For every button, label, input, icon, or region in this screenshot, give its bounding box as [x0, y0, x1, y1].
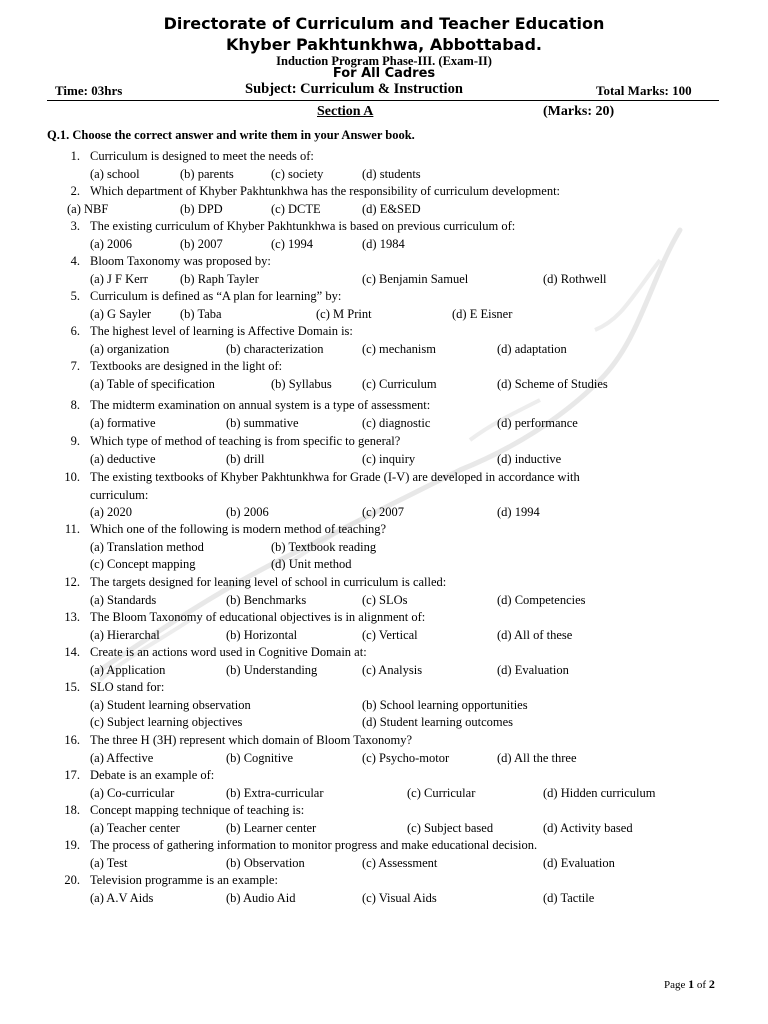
answer-option: (b) DPD: [180, 201, 223, 216]
question-text: Create is an actions word used in Cognitive Domain at:: [90, 645, 367, 659]
section-marks: (Marks: 20): [543, 104, 615, 119]
answer-option: (c) 1994: [271, 236, 313, 251]
time-label: Time: 03hrs: [55, 83, 123, 98]
question-text: The midterm examination on annual system is a type of assessment:: [90, 398, 431, 412]
question-text: SLO stand for:: [90, 680, 165, 694]
answer-option: (d) E&SED: [362, 201, 421, 216]
answer-option: (b) 2006: [226, 505, 269, 519]
answer-option: (a) Hierarchal: [90, 627, 160, 642]
answer-option: (b) Syllabus: [271, 376, 332, 391]
question-instruction: Q.1. Choose the correct answer and write them in your Answer book.: [47, 128, 415, 142]
question-number: 4.: [70, 254, 80, 268]
answer-option: (a) 2006: [90, 236, 132, 251]
answer-option: (d) adaptation: [497, 341, 567, 356]
answer-option: (b) Horizontal: [226, 627, 298, 642]
answer-option: (a) G Sayler: [90, 306, 152, 321]
question-text: The three H (3H) represent which domain of Bloom Taxonomy?: [90, 733, 413, 747]
answer-option: (b) Understanding: [226, 662, 318, 677]
question-text: Textbooks are designed in the light of:: [90, 359, 283, 373]
answer-option: (a) A.V Aids: [90, 890, 154, 905]
answer-option: (d) 1994: [497, 505, 540, 519]
question-number: 15.: [64, 680, 80, 694]
answer-option: (c) society: [271, 166, 324, 181]
answer-option: (a) Standards: [90, 592, 157, 607]
question-text: The existing textbooks of Khyber Pakhtunkhwa for Grade (I-V) are developed in accordance with: [90, 470, 580, 484]
answer-option: (d) Hidden curriculum: [543, 785, 656, 800]
answer-option: (b) Taba: [180, 306, 222, 321]
answer-option: (a) Student learning observation: [90, 697, 251, 712]
page-of: of: [694, 979, 709, 991]
question-number: 13.: [64, 610, 80, 624]
question-text: The Bloom Taxonomy of educational objectives is in alignment of:: [90, 610, 426, 624]
question-number: 3.: [70, 219, 80, 233]
question-number: 12.: [64, 575, 80, 589]
answer-option: (b) Raph Tayler: [180, 271, 259, 286]
answer-option: (d) students: [362, 166, 421, 181]
total-marks-label: Total Marks: 100: [596, 83, 692, 98]
question-text: Debate is an example of:: [90, 768, 215, 782]
question-text: Curriculum is defined as “A plan for learning” by:: [90, 289, 342, 303]
question-number: 2.: [70, 184, 80, 198]
cadres-title: For All Cadres: [332, 66, 436, 81]
answer-option: (d) Unit method: [271, 557, 352, 571]
question-number: 18.: [64, 803, 80, 817]
answer-option: (a) organization: [90, 341, 170, 356]
page-number: [664, 977, 715, 992]
question-number: 20.: [64, 873, 80, 887]
answer-option: (c) Curricular: [407, 785, 476, 800]
answer-option: (b) 2007: [180, 236, 223, 251]
answer-option: (b) Audio Aid: [226, 890, 296, 905]
answer-option: (b) Benchmarks: [226, 592, 307, 607]
question-text: Television programme is an example:: [90, 873, 278, 887]
question-number: 6.: [70, 324, 80, 338]
answer-option: (d) Competencies: [497, 592, 586, 607]
answer-option: (d) Student learning outcomes: [362, 715, 514, 729]
question-text: The existing curriculum of Khyber Pakhtunkhwa is based on previous curriculum of:: [90, 219, 516, 233]
answer-option: (d) performance: [497, 415, 578, 430]
answer-option: (b) School learning opportunities: [362, 697, 528, 712]
question-number: 14.: [64, 645, 80, 659]
question-number: 10.: [64, 470, 80, 484]
question-text: The targets designed for leaning level of school in curriculum is called:: [90, 575, 447, 589]
question-number: 17.: [64, 768, 80, 782]
answer-option: (d) Evaluation: [543, 855, 615, 870]
answer-option: (b) summative: [226, 415, 299, 430]
question-number: 8.: [70, 398, 80, 412]
answer-option: (a) 2020: [90, 505, 132, 519]
answer-option: (d) Scheme of Studies: [497, 376, 608, 391]
answer-option: (b) Cognitive: [226, 750, 294, 765]
answer-option: (b) Textbook reading: [271, 539, 377, 554]
answer-option: (b) drill: [226, 451, 265, 466]
question-number: 1.: [70, 149, 80, 163]
answer-option: (a) Application: [90, 662, 166, 677]
question-text: Curriculum is designed to meet the needs of:: [90, 149, 314, 163]
answer-option: (d) All of these: [497, 627, 573, 642]
answer-option: (c) DCTE: [271, 201, 321, 216]
answer-option: (c) diagnostic: [362, 415, 431, 430]
program-title: Induction Program Phase-III. (Exam-II): [276, 54, 492, 68]
answer-option: (d) 1984: [362, 236, 405, 251]
section-title: Section A: [317, 104, 374, 119]
answer-option: (a) Co-curricular: [90, 785, 175, 800]
page-current: 1: [688, 977, 695, 991]
answer-option: (d) E Eisner: [452, 306, 513, 321]
answer-option: (c) mechanism: [362, 341, 436, 356]
answer-option: (a) J F Kerr: [90, 271, 148, 286]
answer-option: (c) M Print: [316, 306, 372, 321]
answer-option: (d) inductive: [497, 451, 562, 466]
directorate-title: Directorate of Curriculum and Teacher Education: [163, 14, 605, 33]
question-number: 7.: [70, 359, 80, 373]
answer-option: (d) Evaluation: [497, 662, 569, 677]
question-text: Concept mapping technique of teaching is:: [90, 803, 305, 817]
question-text: Bloom Taxonomy was proposed by:: [90, 254, 271, 268]
answer-option: (a) Translation method: [90, 539, 204, 554]
question-text: Which one of the following is modern method of teaching?: [90, 522, 387, 536]
answer-option: (b) Learner center: [226, 820, 317, 835]
answer-option: (a) Test: [90, 855, 128, 870]
question-text: The process of gathering information to monitor progress and make educational decision.: [90, 838, 538, 852]
answer-option: (a) NBF: [67, 201, 109, 216]
answer-option: (c) inquiry: [362, 451, 416, 466]
question-number: 11.: [64, 522, 80, 536]
answer-option: (a) deductive: [90, 451, 156, 466]
question-text: The highest level of learning is Affective Domain is:: [90, 324, 353, 338]
answer-option: (d) Tactile: [543, 890, 595, 905]
answer-option: (a) formative: [90, 415, 156, 430]
question-text: Which department of Khyber Pakhtunkhwa has the responsibility of curriculum development:: [90, 184, 561, 198]
answer-option: (a) Teacher center: [90, 820, 180, 835]
answer-option: (b) parents: [180, 166, 234, 181]
answer-option: (c) SLOs: [362, 592, 408, 607]
answer-option: (b) Extra-curricular: [226, 785, 324, 800]
answer-option: (c) Concept mapping: [90, 557, 196, 571]
answer-option: (b) characterization: [226, 341, 324, 356]
question-number: 5.: [70, 289, 80, 303]
question-text: Which type of method of teaching is from specific to general?: [90, 434, 401, 448]
answer-option: (c) 2007: [362, 505, 404, 519]
answer-option: (c) Subject learning objectives: [90, 715, 243, 729]
answer-option: (d) Rothwell: [543, 271, 607, 286]
answer-option: (c) Analysis: [362, 662, 423, 677]
question-text-continued: curriculum:: [90, 487, 149, 502]
answer-option: (d) All the three: [497, 750, 577, 765]
question-number: 9.: [70, 434, 80, 448]
answer-option: (c) Visual Aids: [362, 890, 437, 905]
answer-option: (a) Table of specification: [90, 376, 215, 391]
answer-option: (c) Vertical: [362, 627, 418, 642]
answer-option: (c) Benjamin Samuel: [362, 271, 469, 286]
subject-label: Subject: Curriculum & Instruction: [245, 81, 463, 97]
page-prefix: Page: [664, 979, 689, 991]
answer-option: (a) school: [90, 166, 140, 181]
answer-option: (d) Activity based: [543, 820, 633, 835]
answer-option: (c) Psycho-motor: [362, 750, 450, 765]
question-number: 16.: [64, 733, 80, 747]
page-total: 2: [708, 977, 715, 991]
answer-option: (c) Subject based: [407, 820, 494, 835]
answer-option: (c) Curriculum: [362, 376, 437, 391]
location-title: Khyber Pakhtunkhwa, Abbottabad.: [226, 35, 542, 54]
answer-option: (b) Observation: [226, 855, 305, 870]
answer-option: (a) Affective: [90, 750, 154, 765]
answer-option: (c) Assessment: [362, 855, 438, 870]
question-number: 19.: [64, 838, 80, 852]
